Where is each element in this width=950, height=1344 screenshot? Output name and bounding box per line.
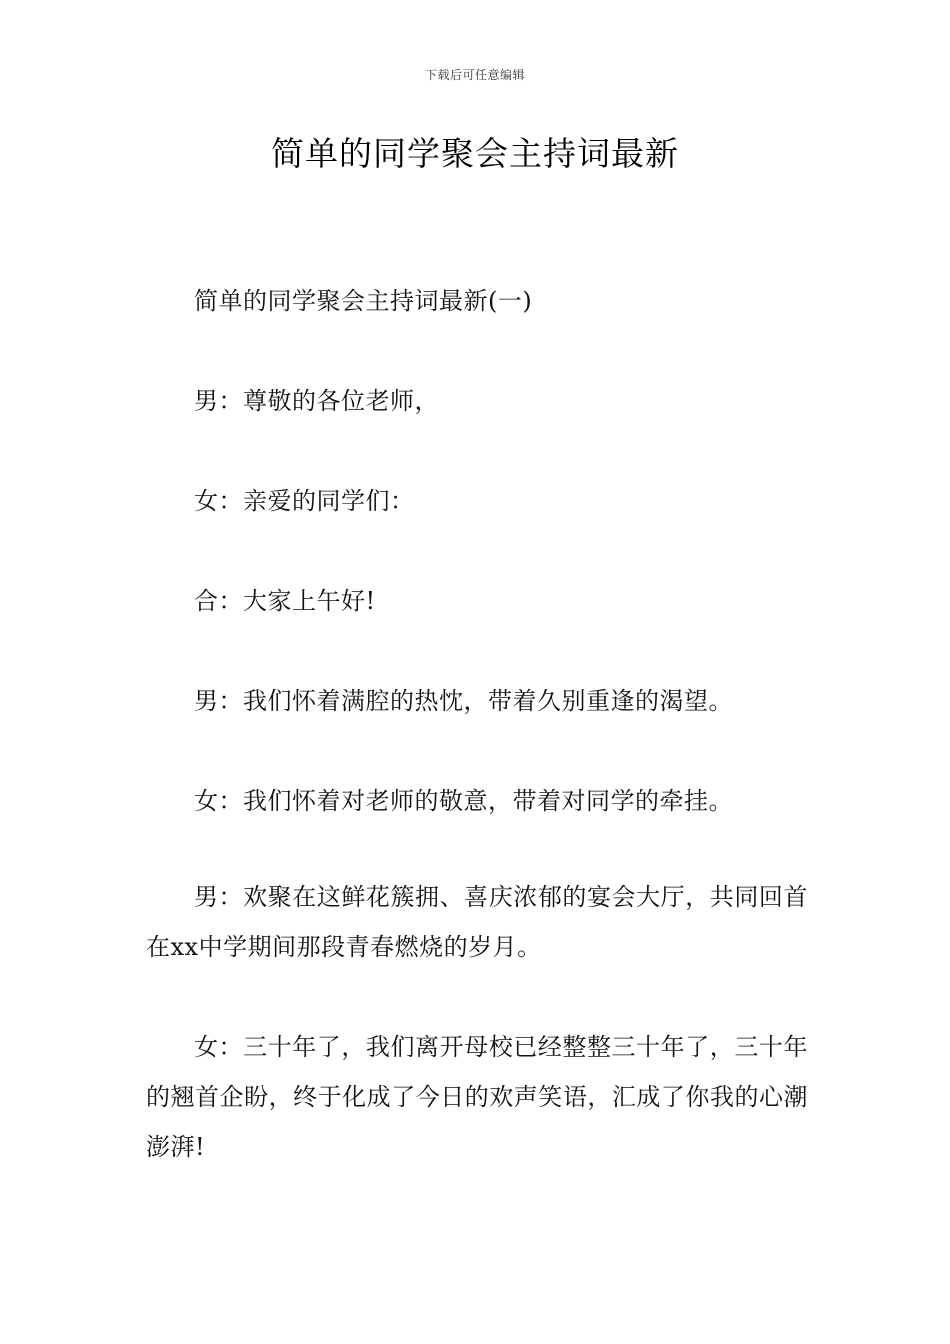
document-title: 简单的同学聚会主持词最新 [271,134,679,173]
header-note: 下载后可任意编辑 [424,68,525,82]
paragraph-line: 女：我们怀着对老师的敬意，带着对同学的牵挂。 [194,787,733,815]
paragraph-line: 女：亲爱的同学们： [194,487,415,515]
paragraph-line: 女：三十年了，我们离开母校已经整整三十年了，三十年的翘首企盼，终于化成了今日的欢声笑语，汇成了你我的心潮澎湃! [146,1033,808,1161]
paragraph-line: 男：尊敬的各位老师， [194,387,439,415]
paragraph-line: 男：欢聚在这鲜花簇拥、喜庆浓郁的宴会大厅，共同回首在xx中学期间那段青春燃烧的岁月。 [146,883,808,961]
paragraph-line: 合：大家上午好! [194,587,376,615]
paragraph-line: 男：我们怀着满腔的热忱，带着久别重逢的渴望。 [194,687,733,715]
paragraph-subtitle: 简单的同学聚会主持词最新(一) [194,287,533,315]
